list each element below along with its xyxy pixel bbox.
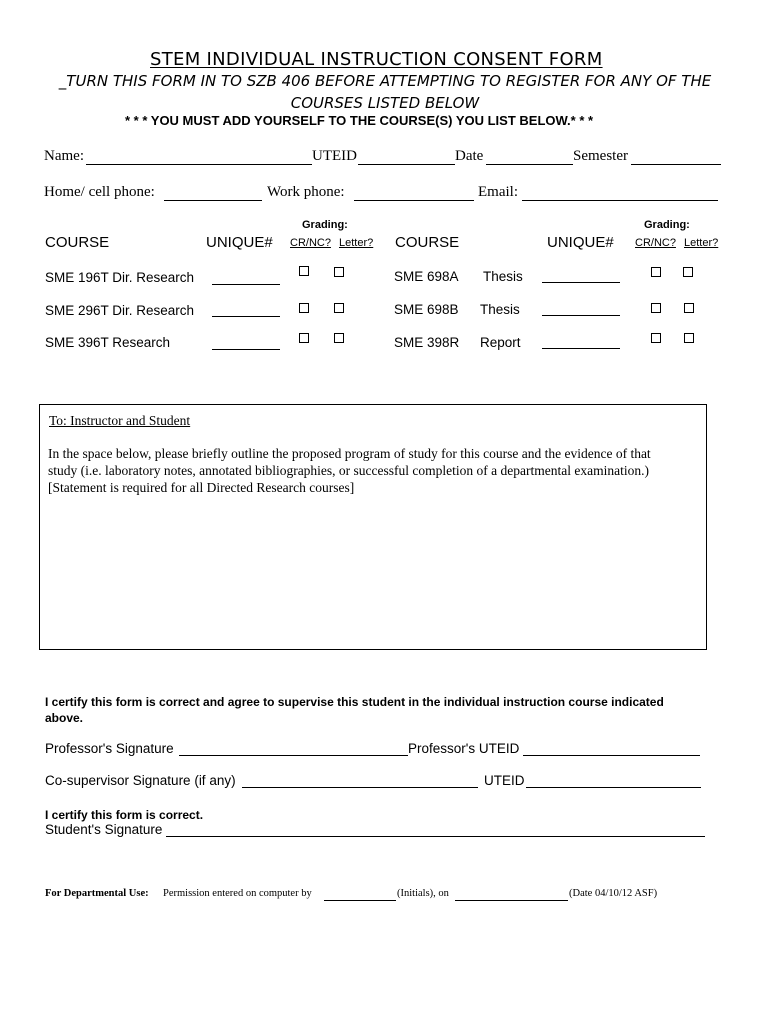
unique-field[interactable]	[212, 284, 280, 285]
form-subtitle-line2: COURSES LISTED BELOW	[290, 94, 480, 112]
course-code: SME 398R	[394, 335, 460, 350]
grading-label-right: Grading:	[644, 219, 690, 231]
course-type: Report	[480, 335, 521, 350]
statement-to-line: To: Instructor and Student	[49, 413, 191, 428]
crnc-header-right: CR/NC?	[635, 237, 676, 249]
cosupervisor-signature-label: Co-supervisor Signature (if any)	[45, 773, 236, 788]
professor-signature-field[interactable]	[179, 755, 408, 756]
semester-field[interactable]	[631, 164, 721, 165]
date-version-text: (Date 04/10/12 ASF)	[569, 888, 658, 899]
work-phone-label: Work phone:	[267, 184, 345, 200]
statement-box[interactable]	[39, 404, 707, 650]
cosupervisor-uteid-field[interactable]	[526, 787, 701, 788]
form-title: STEM INDIVIDUAL INSTRUCTION CONSENT FORM	[150, 49, 603, 70]
letter-checkbox[interactable]	[334, 303, 344, 313]
letter-header-left: Letter?	[339, 237, 374, 249]
name-label: Name:	[44, 148, 84, 164]
cosupervisor-uteid-label: UTEID	[484, 773, 525, 788]
course-type: Thesis	[483, 269, 523, 284]
letter-checkbox[interactable]	[684, 303, 694, 313]
unique-field[interactable]	[542, 315, 620, 316]
course-row-label: SME 396T Research	[45, 335, 171, 350]
form-notice: * * * YOU MUST ADD YOURSELF TO THE COURSE(S) YOU LIST BELOW.* * *	[125, 113, 594, 128]
permission-entered-by-field[interactable]	[324, 900, 396, 901]
professor-signature-label: Professor's Signature	[45, 741, 174, 756]
student-cert-text: I certify this form is correct.	[45, 808, 204, 822]
uteid-field[interactable]	[358, 164, 455, 165]
initials-text: (Initials), on	[397, 888, 449, 899]
unique-field[interactable]	[212, 316, 280, 317]
course-code: SME 698A	[394, 269, 459, 284]
professor-cert-line1: I certify this form is correct and agree to supervise this student in the individual instruction course indicated	[45, 695, 664, 709]
course-row-label: SME 296T Dir. Research	[45, 303, 195, 318]
work-phone-field[interactable]	[354, 200, 474, 201]
letter-checkbox[interactable]	[334, 333, 344, 343]
course-row-label: SME 196T Dir. Research	[45, 270, 195, 285]
professor-uteid-label: Professor's UTEID	[408, 741, 520, 756]
statement-line1: In the space below, please briefly outline the proposed program of study for this course and the evidence of that	[48, 446, 651, 461]
home-phone-label: Home/ cell phone:	[44, 184, 155, 200]
home-phone-field[interactable]	[164, 200, 262, 201]
letter-checkbox[interactable]	[684, 333, 694, 343]
date-field[interactable]	[486, 164, 573, 165]
uteid-label: UTEID	[312, 148, 357, 164]
professor-uteid-field[interactable]	[523, 755, 700, 756]
crnc-checkbox[interactable]	[651, 333, 661, 343]
crnc-checkbox[interactable]	[651, 267, 661, 277]
course-code: SME 698B	[394, 302, 459, 317]
name-field[interactable]	[86, 164, 312, 165]
permission-date-field[interactable]	[455, 900, 568, 901]
crnc-checkbox[interactable]	[299, 333, 309, 343]
statement-line2: study (i.e. laboratory notes, annotated bibliographies, or successful completion of a departmental examination.)	[48, 463, 649, 478]
email-field[interactable]	[522, 200, 718, 201]
unique-header-right: UNIQUE#	[547, 234, 614, 251]
crnc-header-left: CR/NC?	[290, 237, 331, 249]
unique-field[interactable]	[212, 349, 280, 350]
student-signature-label: Student's Signature	[45, 822, 163, 837]
student-signature-field[interactable]	[166, 836, 705, 837]
crnc-checkbox[interactable]	[299, 303, 309, 313]
professor-cert-line2: above.	[45, 711, 84, 725]
grading-label-left: Grading:	[302, 219, 348, 231]
letter-checkbox[interactable]	[334, 267, 344, 277]
dept-use-label: For Departmental Use:	[45, 888, 149, 899]
email-label: Email:	[478, 184, 518, 200]
letter-checkbox[interactable]	[683, 267, 693, 277]
unique-field[interactable]	[542, 348, 620, 349]
form-subtitle-line1: _TURN THIS FORM IN TO SZB 406 BEFORE ATTEMPTING TO REGISTER FOR ANY OF THE	[58, 72, 712, 90]
crnc-checkbox[interactable]	[299, 266, 309, 276]
date-label: Date	[455, 148, 484, 164]
unique-header-left: UNIQUE#	[206, 234, 273, 251]
permission-text: Permission entered on computer by	[163, 888, 312, 899]
unique-field[interactable]	[542, 282, 620, 283]
statement-line3: [Statement is required for all Directed Research courses]	[48, 480, 355, 495]
cosupervisor-signature-field[interactable]	[242, 787, 478, 788]
semester-label: Semester	[573, 148, 628, 164]
course-header-left: COURSE	[45, 234, 110, 251]
letter-header-right: Letter?	[684, 237, 719, 249]
crnc-checkbox[interactable]	[651, 303, 661, 313]
course-header-right: COURSE	[395, 234, 460, 251]
course-type: Thesis	[480, 302, 520, 317]
